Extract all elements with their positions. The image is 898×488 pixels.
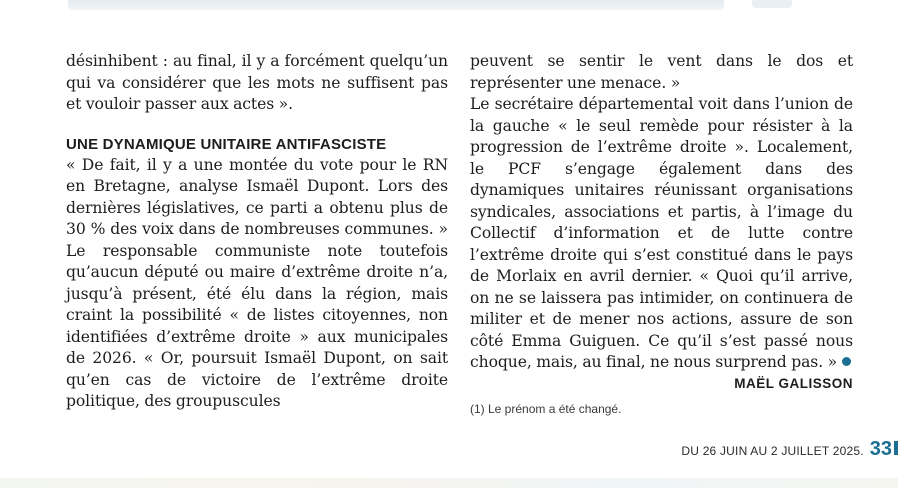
previous-section-edge <box>68 0 724 10</box>
paragraph-body-right <box>470 94 853 374</box>
end-of-article-bullet-icon <box>842 357 851 366</box>
folio-bar-icon <box>894 441 898 455</box>
article-column-right <box>470 51 853 417</box>
author-byline: MAËL GALISSON <box>734 375 853 391</box>
article-column-left <box>66 51 448 413</box>
issue-date: DU 26 JUIN AU 2 JUILLET 2025. <box>681 444 864 458</box>
page-number: 33 <box>869 438 892 460</box>
section-heading: UNE DYNAMIQUE UNITAIRE ANTIFASCISTE <box>66 135 387 153</box>
next-page-edge <box>0 478 898 488</box>
footnote: (1) Le prénom a été changé. <box>470 401 622 416</box>
paragraph-body-left: « De fait, il y a une montée du vote pour le RN en Bretagne, analyse Ismaël Dupont. Lors des dernières législatives, ce parti a obtenu plus de 30 % des voix dans de nombreuses communes. » Le responsable communiste note toutefois qu’aucun député ou maire d’extrême droite n’a, jusqu’à présent, été élu dans la région, mais craint la possibilité « de listes citoyennes, non identifiées d’extrême droite » aux municipales de 2026. « Or, poursuit Ismaël Dupont, on sait qu’en cas de victoire de l’extrême droite politique, des groupuscules <box>66 155 448 410</box>
paragraph-intro-left: désinhibent : au final, il y a forcément quelqu’un qui va considérer que les mots ne suffisent pas et vouloir passer aux actes ». <box>66 52 448 113</box>
paragraph-body-right-text: Le secrétaire départemental voit dans l’union de la gauche « le seul remède pour résister à la progression de l’extrême droite ». Localement, le PCF s’engage également dans des dynamiques unitaires réunissant organisations syndicales, associations et partis, à l’image du Collectif d’information et de lutte contre l’extrême droite qui s’est constitué dans le pays de Morlaix en avril dernier. « Quoi qu’il arrive, on ne se laissera pas intimider, on continuera de militer et de mener nos actions, assure de son côté Emma Guiguen. Ce qu’il s’est passé nous choque, mais, au final, ne nous surprend pas. » <box>470 95 853 371</box>
previous-section-edge-2 <box>752 0 792 8</box>
page-folio <box>681 438 898 462</box>
paragraph-intro-right: peuvent se sentir le vent dans le dos et représenter une menace. » <box>470 52 853 92</box>
